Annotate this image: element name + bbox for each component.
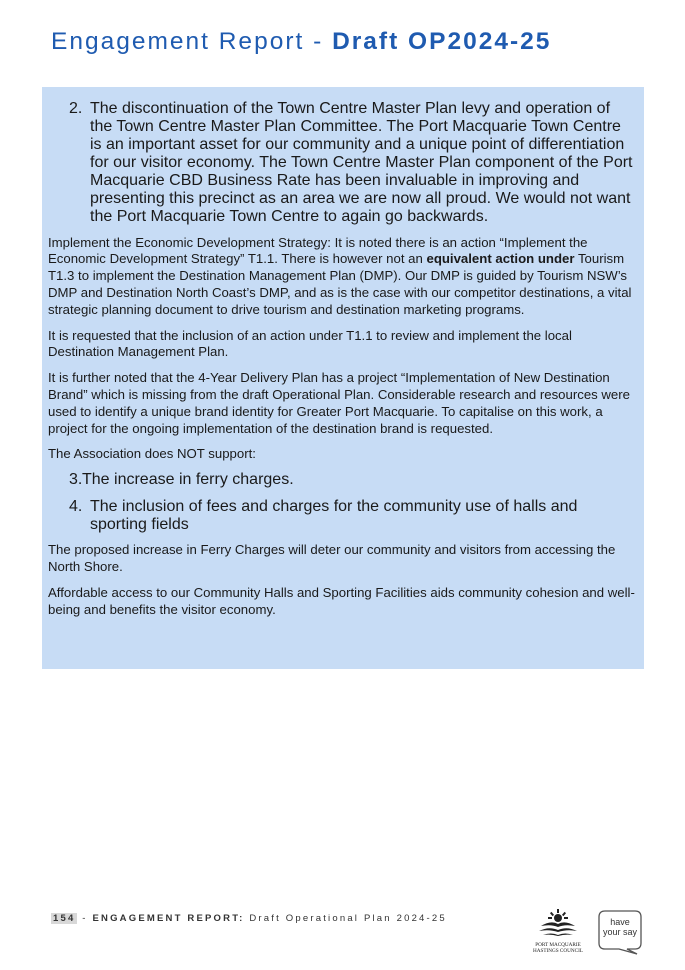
- have-your-say-logo: [597, 909, 643, 955]
- item-number: 2.: [69, 100, 83, 117]
- numbered-item-3: [48, 471, 644, 489]
- submission-text-box: [42, 87, 644, 669]
- council-name-line2: HASTINGS COUNCIL: [532, 948, 583, 954]
- hys-line2: your say: [602, 927, 637, 937]
- council-logo: [527, 908, 589, 956]
- paragraph-not-support: The Association does NOT support:: [48, 445, 256, 461]
- item-text: The discontinuation of the Town Centre Master Plan levy and operation of the Town Centre Master Plan Committee. The Port Macquarie Town Centre is an important asset for our community and a unique point of differentiation for our visitor economy. The Town Centre Master Plan component of the Port Macquarie CBD Business Rate has been invaluable in improving and presenting this precinct as an area we are now all proud. We would not want the Port Macquarie Town Centre to again go backwards.: [90, 100, 633, 225]
- paragraph-economic-strategy: [48, 235, 644, 320]
- page-title-bold: Draft OP2024-25: [332, 28, 552, 55]
- footer-subtitle: Draft Operational Plan 2024-25: [244, 913, 447, 924]
- page-number: 154: [53, 913, 76, 924]
- page-footer: [51, 913, 447, 924]
- item-text: The inclusion of fees and charges for the community use of halls and sporting fields: [90, 497, 578, 533]
- paragraph-text: Implement the Economic Development Strategy: It is noted there is an action “Implement the Economic Development Strategy” T1.1. There is however not an: [48, 234, 588, 267]
- have-your-say-text: [597, 917, 643, 937]
- page-title: [51, 28, 551, 56]
- page-title-light: Engagement Report -: [51, 28, 333, 55]
- paragraph-bold-text: equivalent action under: [426, 251, 575, 267]
- hys-line1: have: [610, 917, 630, 927]
- numbered-item-4: [48, 498, 644, 534]
- item-number: 3.: [69, 471, 83, 489]
- numbered-item-2: [48, 100, 644, 226]
- paragraph-destination-brand: It is further noted that the 4-Year Delivery Plan has a project “Implementation of New Destination Brand” which is missing from the draft Operational Plan. Considerable research and resources were used to identify a unique brand identity for Greater Port Macquarie. To capitalise on this work, a project for the ongoing implementation of the destination brand is requested.: [48, 369, 630, 436]
- paragraph-ferry-charges: The proposed increase in Ferry Charges will deter our community and visitors from accessing the North Shore.: [48, 542, 616, 575]
- item-number: 4.: [69, 497, 83, 515]
- paragraph-text: Tourism T1.3 to implement the Destination Management Plan (DMP). Our DMP is guided by Tourism NSW’s DMP and Destination North Coast’s DMP, and as is the case with our competitor destinations, a vital strategic planning document to drive tourism and destination marketing programs.: [48, 251, 632, 318]
- paragraph-community-halls: Affordable access to our Community Halls and Sporting Facilities aids community cohesion and well-being and benefits the visitor economy.: [48, 584, 635, 617]
- footer-separator: -: [77, 913, 93, 924]
- paragraph-dmp-request: It is requested that the inclusion of an action under T1.1 to review and implement the local Destination Management Plan.: [48, 327, 572, 360]
- footer-section: ENGAGEMENT REPORT:: [92, 913, 245, 924]
- council-name-line1: PORT MACQUARIE: [535, 942, 581, 948]
- council-emblem-icon: [527, 908, 589, 940]
- item-text: The increase in ferry charges.: [82, 471, 294, 489]
